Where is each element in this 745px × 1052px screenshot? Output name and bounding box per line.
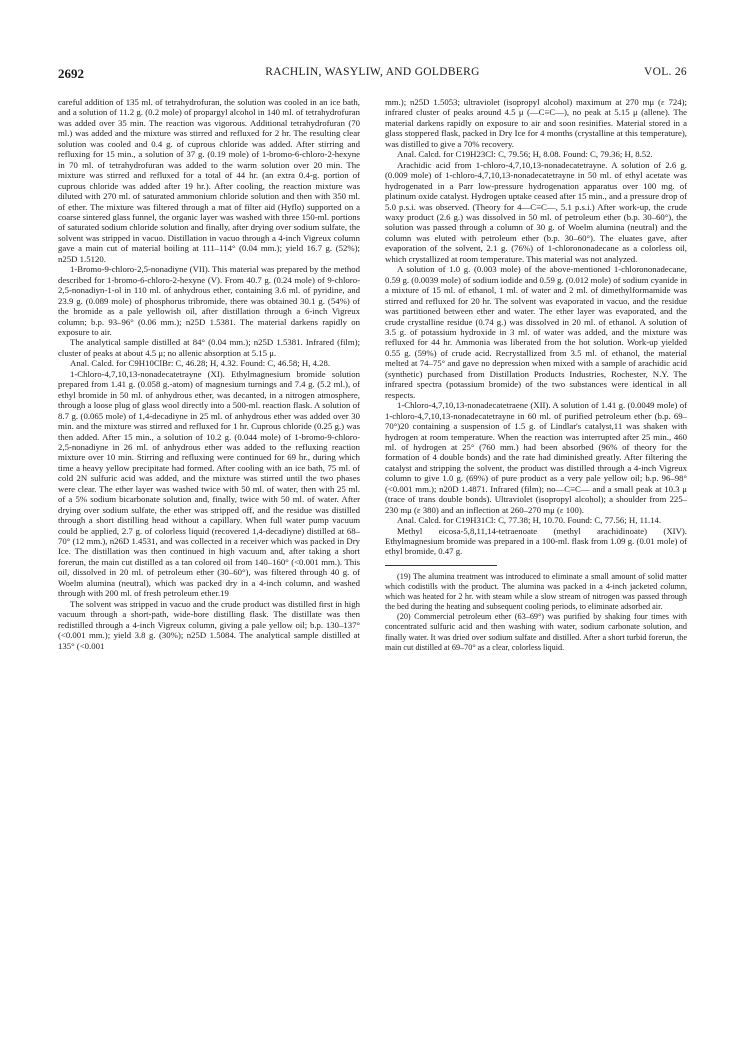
paragraph: 1-Chloro-4,7,10,13-nonadecatetraene (XII). A solution of 1.41 g. (0.0049 mole) of 1-chloro-4,7,10,13-nonadecatetrayne in 60 ml. of purified petroleum ether (b.p. 69–70°)20 containing a suspension of 1.5 g. of Lindlar's catalyst,11 was shaken with hydrogen at room temperature. When the reaction was interrupted after 25 min., 460 ml. of hydrogen at 25° (760 mm.) had been absorbed (96% of theory for the formation of 4 double bonds) and the rate had diminished greatly. After filtering the catalyst and stripping the solvent, the product was distilled through a 4-inch Vigreux column to give 1.0 g. (69%) of pure product as a very pale yellow oil; b.p. 96–98° (<0.001 mm.); n20D 1.4871. Infrared (film); no—C≡C— and a small peak at 10.3 μ (trace of trans double bonds). Ultraviolet (isopropyl alcohol); a shoulder from 225–230 mμ (ε 380) and an inflection at 260–270 mμ (ε 100). (385, 400, 687, 515)
right-column-body (385, 97, 687, 557)
paragraph: mm.); n25D 1.5053; ultraviolet (isopropyl alcohol) maximum at 270 mμ (ε 724); infrared cluster of peaks around 4.5 μ (—C≡C—), no peak at 5.15 μ (allene). The material darkens rapidly on exposure to air and soon resinifies. Material stored in a glass stoppered flask, packed in Dry Ice for 4 months (crystalline at this temperature), was distilled to give a 70% recovery. (385, 97, 687, 149)
running-head-authors: RACHLIN, WASYLIW, AND GOLDBERG (265, 66, 480, 78)
footnote: (19) The alumina treatment was introduced to eliminate a small amount of solid matter which codistills with the product. The alumina was packed in a 4-inch jacketed column, which was heated for 2 hr. with steam while a slow stream of nitrogen was passed through the bed during the heating and subsequent cooling periods, to eliminate adsorbed air. (385, 571, 687, 612)
paragraph: 1-Bromo-9-chloro-2,5-nonadiyne (VII). This material was prepared by the method described for 1-bromo-6-chloro-2-hexyne (V). From 40.7 g. (0.24 mole) of 9-chloro-2,5-nonadiyn-1-ol in 110 ml. of anhydrous ether, containing 3.6 ml. of pyridine, and 23.9 g. (0.089 mole) of phosphorus tribromide, there was obtained 30.1 g. (54%) of the bromide as a pale yellowish oil, after distillation through a 6-inch Vigreux column; b.p. 93–96° (0.06 mm.); n25D 1.5381. The material darkens rapidly on exposure to air. (58, 264, 360, 337)
left-column (58, 97, 360, 651)
right-column (385, 97, 687, 653)
volume-label: VOL. 26 (644, 66, 687, 78)
paragraph: Anal. Calcd. for C19H31Cl: C, 77.38; H, 10.70. Found: C, 77.56; H, 11.14. (397, 515, 662, 526)
paragraph: Anal. Calcd. for C9H10ClBr: C, 46.28; H, 4.32. Found: C, 46.58; H, 4.28. (70, 358, 331, 369)
paragraph: 1-Chloro-4,7,10,13-nonadecatetrayne (XI). Ethylmagnesium bromide solution prepared from 1.41 g. (0.058 g.-atom) of magnesium turnings and 7.4 g. (5.2 ml.), of ethyl bromide in 50 ml. of anhydrous ether, was decanted, in a nitrogen atmosphere, through a loose plug of glass wool directly into a 500-ml. reaction flask. A solution of 8.7 g. (0.065 mole) of 1,4-decadiyne in 25 ml. of anhydrous ether was added over 30 min. and the mixture was stirred and refluxed for 1 hr. Cuprous chloride (0.25 g.) was then added. After 15 min., a solution of 10.2 g. (0.044 mole) of 1-bromo-9-chloro-2,5-nonadiyne in 26 ml. of anhydrous ether was added to the refluxing reaction mixture over 10 min. Stirring and refluxing were continued for 69 hr., during which time a heavy yellow precipitate had formed. After cooling with an ice bath, 75 ml. of cold 2N sulfuric acid was added, and the mixture was stirred until the two phases were clear. The ether layer was washed twice with 50 ml. of water, then with 25 ml. of a 5% sodium bicarbonate solution and, finally, twice with 50 ml. of water. After drying over sodium sulfate, the ether was stripped off, and the residue was distilled through a short distilling head without a capillary. When full water pump vacuum could be applied, 2.7 g. of colorless liquid (recovered 1,4-decadiyne) distilled at 68–70° (12 mm.), n26D 1.4531, and was collected in a receiver which was packed in Dry Ice. The distillation was then continued in high vacuum and, after taking a short forerun, the main cut distilled as a tan colored oil from 140–160° (<0.001 mm.). This oil, dissolved in 20 ml. of petroleum ether (30–60°), was filtered through 40 g. of Woelm alumina (neutral), which was packed dry in a 4-inch column, and washed through with 200 ml. of fresh petroleum ether.19 (58, 368, 360, 599)
paragraph: careful addition of 135 ml. of tetrahydrofuran, the solution was cooled in an ice bath, and a solution of 11.2 g. (0.2 mole) of propargyl alcohol in 140 ml. of tetrahydrofuran was added over 35 min. The reaction was vigorous. Additional tetrahydrofuran (70 ml.) was added and the mixture was stirred and refluxed for 2 hr. The resulting clear solution was cooled and 0.4 g. of cuprous chloride was added. After stirring and refluxing for 15 min., a solution of 37 g. (0.19 mole) of 1-bromo-6-chloro-2-hexyne in 70 ml. of tetrahydrofuran was added to the warm solution over 20 min. The mixture was stirred and refluxed for a total of 44 hr. (an extra 0.4-g. portion of cuprous chloride was added after 19 hr.). After cooling, the reaction mixture was diluted with 270 ml. of saturated ammonium chloride solution and then with 350 ml. of ether. The mixture was filtered through a mat of filter aid (Hyflo) supported on a coarse sintered glass funnel, the organic layer was washed with three 150-ml. portions of saturated sodium chloride solution and finally, after drying over sodium sulfate, the solvent was stripped in vacuo. Distillation in vacuo through a 4-inch Vigreux column gave a main cut of material boiling at 111–114° (0.04 mm.); yield 16.7 g. (52%); n25D 1.5120. (58, 97, 360, 264)
footnote-divider (385, 565, 497, 566)
footnote: (20) Commercial petroleum ether (63–69°) was purified by shaking four times with concentrated sulfuric acid and then washing with water, sodium carbonate solution, and finally water. It was dried over sodium sulfate and distilled. After a short turbid forerun, the main cut distilled at 69–70° as a clear, colorless liquid. (385, 612, 687, 652)
paragraph: The analytical sample distilled at 84° (0.04 mm.); n25D 1.5381. Infrared (film); cluster of peaks at about 4.5 μ; no allenic absorption at 5.15 μ. (58, 337, 360, 358)
footnotes (385, 572, 687, 653)
page-number: 2692 (58, 66, 84, 81)
paragraph: Arachidic acid from 1-chloro-4,7,10,13-nonadecatetrayne. A solution of 2.6 g. (0.009 mole) of 1-chloro-4,7,10,13-nonadecatetrayne in 50 ml. of ethyl acetate was hydrogenated in a Parr low-pressure hydrogenation apparatus over 100 mg. of platinum oxide catalyst. Hydrogen uptake ceased after 15 min., and a pressure drop of 5.0 p.s.i. was observed. (Theory for 4—C≡C—, 5.1 p.s.i.) After work-up, the crude waxy product (2.6 g.) was dissolved in 50 ml. of petroleum ether (b.p. 30–60°), the solution was passed through a column of 30 g. of Woelm alumina (neutral) and the column was eluted with petroleum ether (b.p. 30–60°). The eluates gave, after evaporation of the solvent, 2.1 g. (76%) of 1-chlorononadecane as a colorless oil, which crystallized at room temperature. This material was not analyzed. (385, 159, 687, 264)
paragraph: The solvent was stripped in vacuo and the crude product was distilled first in high vacuum through a short-path, wide-bore distilling flask. The distillate was then redistilled through a 4-inch Vigreux column, giving a pale yellow oil; b.p. 130–137° (<0.001 mm.); yield 3.8 g. (30%); n25D 1.5084. The analytical sample distilled at 135° (<0.001 (58, 598, 360, 651)
paragraph: Methyl eicosa-5,8,11,14-tetraenoate (methyl arachidinoate) (XIV). Ethylmagnesium bromide was prepared in a 100-ml. flask from 1.09 g. (0.01 mole) of ethyl bromide, 0.47 g. (385, 525, 687, 557)
paragraph: A solution of 1.0 g. (0.003 mole) of the above-mentioned 1-chlorononadecane, 0.59 g. (0.0039 mole) of sodium iodide and 0.59 g. (0.012 mole) of sodium cyanide in a mixture of 15 ml. of ethanol, 1 ml. of water and 2 ml. of dimethylformamide was stirred and refluxed for 20 hr. The solvent was evaporated in vacuo, and the residue was partitioned between ether and water. The ether layer was evaporated, and the crude crystalline residue (0.74 g.) was dissolved in 20 ml. of ethanol. A solution of 3.5 g. of potassium hydroxide in 3 ml. of water was added, and the mixture was refluxed for 44 hr. Ammonia was liberated from the hot solution. Work-up yielded 0.55 g. (59%) of crude acid. Recrystallized from 3.5 ml. of ethanol, the material melted at 74–75° and gave no depression when mixed with a sample of arachidic acid (synthetic) purchased from Distillation Products Industries, Rochester, N.Y. The infrared spectra (potassium bromide) of the two substances were identical in all respects. (385, 264, 687, 400)
page-header (58, 66, 687, 82)
paragraph: Anal. Calcd. for C19H23Cl: C, 79.56; H, 8.08. Found: C, 79.36; H, 8.52. (397, 149, 653, 160)
